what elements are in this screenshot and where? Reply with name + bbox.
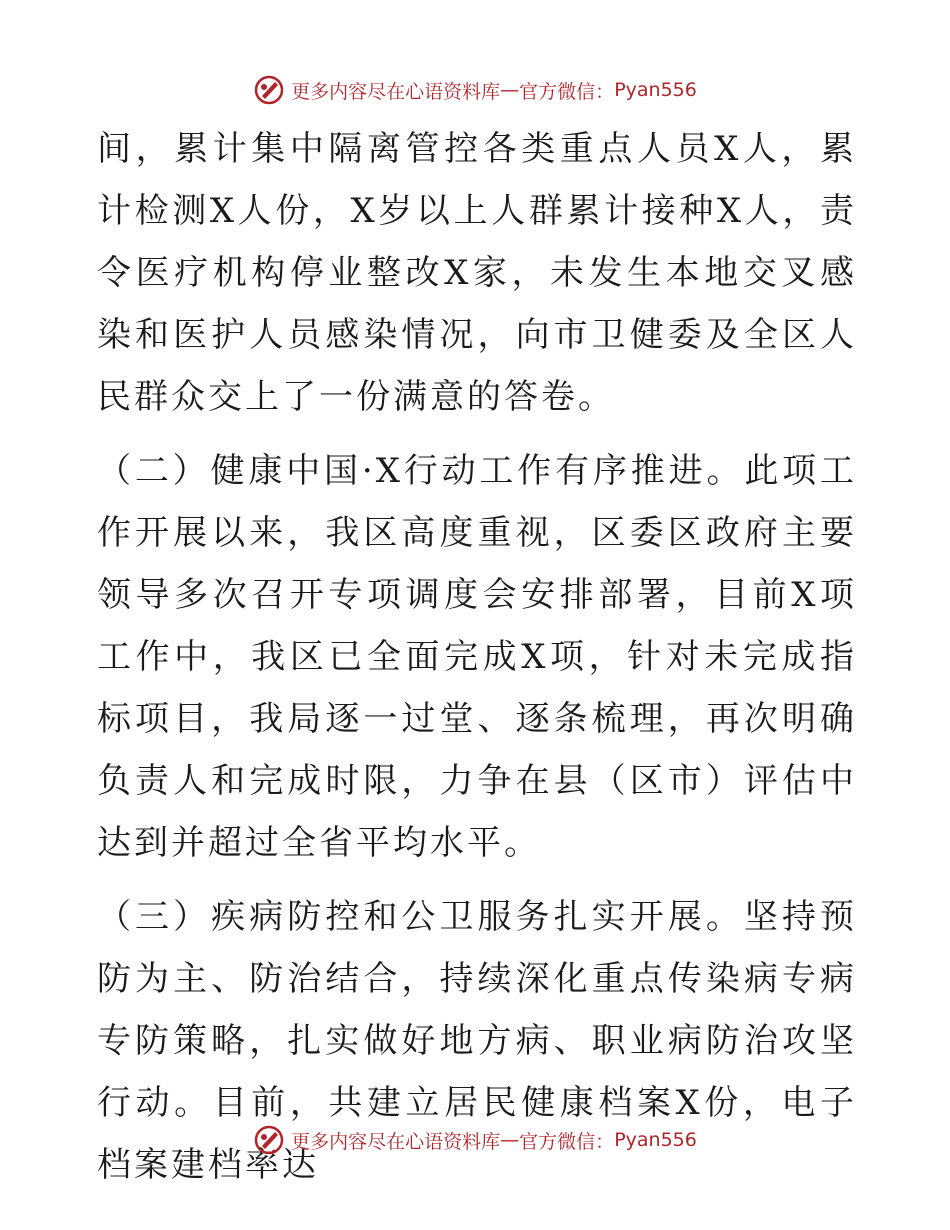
- banner-text: 更多内容尽在心语资料库: [291, 1130, 501, 1153]
- banner-wechat-id: Pyan556: [614, 79, 697, 101]
- paragraph-1: 间，累计集中隔离管控各类重点人员X人，累计检测X人份，X岁以上人群累计接种X人，责令医疗机构停业整改X家，未发生本地交叉感染和医护人员感染情况，向市卫健委及全区人民群众交上了一份满意的答卷。: [97, 129, 857, 417]
- banner-separator: —: [500, 1129, 520, 1151]
- paragraph-3: （三）疾病防控和公卫服务扎实开展。坚持预防为主、防治结合，持续深化重点传染病专病专防策略，扎实做好地方病、职业病防治攻坚行动。目前，共建立居民健康档案X份，电子档案建档率达: [97, 897, 857, 1185]
- banner-separator: —: [500, 79, 520, 101]
- document-body: [97, 118, 857, 1196]
- banner-wechat-label: 官方微信：: [519, 1130, 615, 1153]
- header-watermark-banner: [0, 70, 950, 110]
- banner-wechat-label: 官方微信：: [519, 80, 615, 103]
- logo-icon: [253, 1124, 285, 1156]
- logo-icon: [253, 74, 285, 106]
- paragraph-2: （二）健康中国·X行动工作有序推进。此项工作开展以来，我区高度重视，区委区政府主要领导多次召开专项调度会安排部署，目前X项工作中，我区已全面完成X项，针对未完成指标项目，我局逐一过堂、逐条梳理，再次明确负责人和完成时限，力争在县（区市）评估中达到并超过全省平均水平。: [97, 451, 857, 863]
- banner-wechat-id: Pyan556: [614, 1129, 697, 1151]
- footer-watermark-banner: [0, 1120, 950, 1160]
- banner-text: 更多内容尽在心语资料库: [291, 80, 501, 103]
